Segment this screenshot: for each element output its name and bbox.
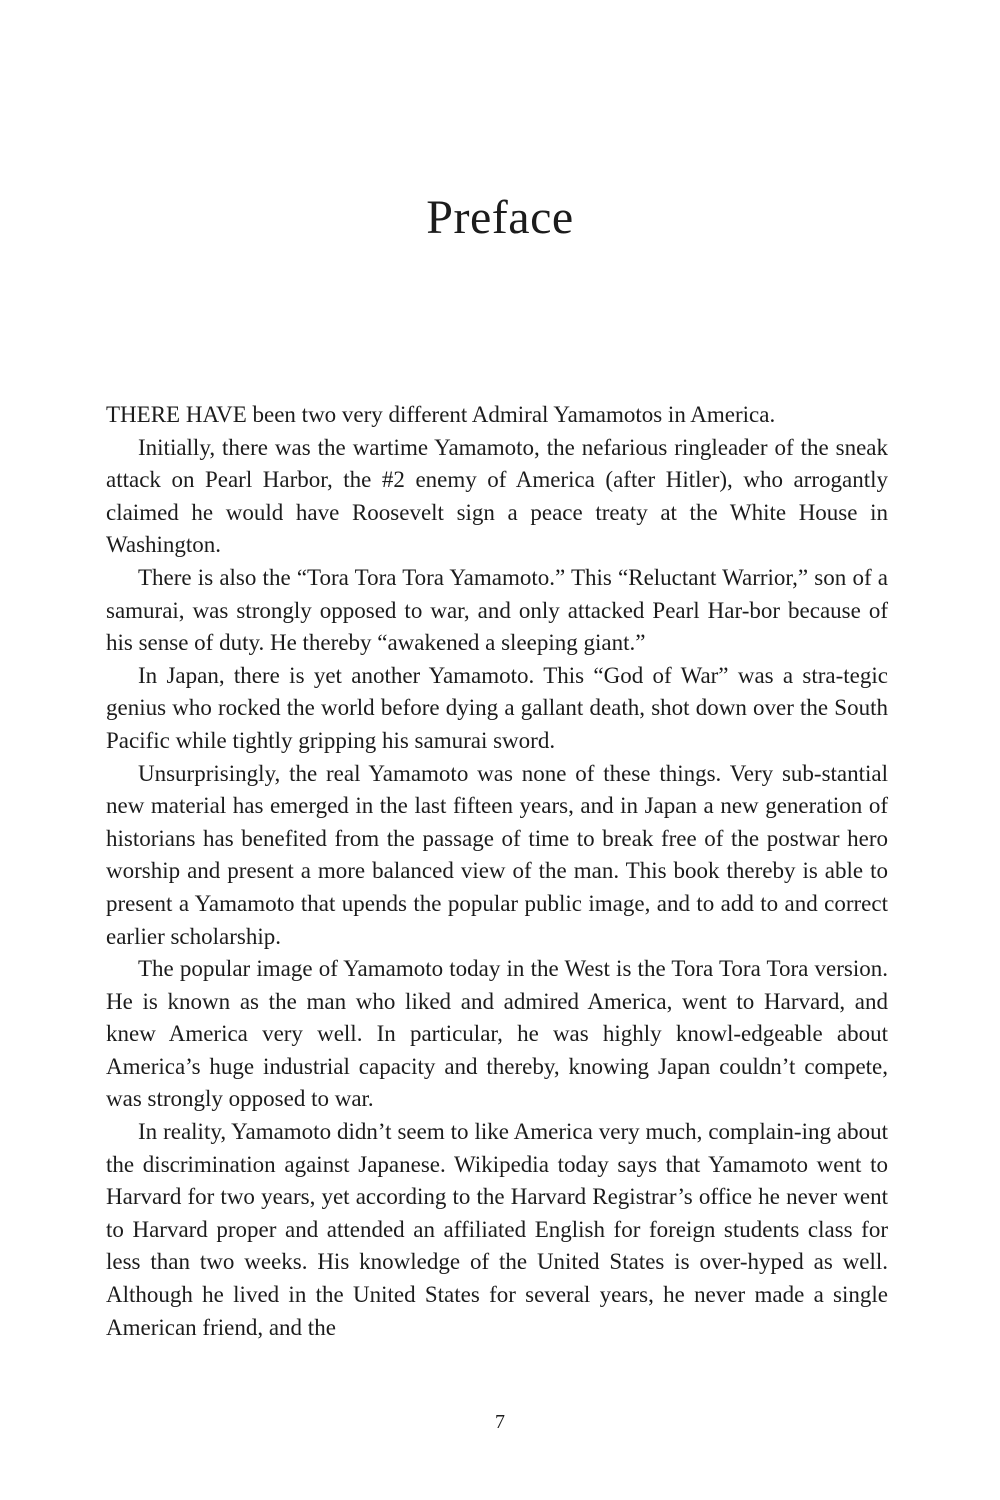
paragraph-5: Unsurprisingly, the real Yamamoto was none of these things. Very sub-stantial new material has emerged in the last fifteen years, and in Japan a new generation of historians has benefited from the passage of time to break free of the postwar hero worship and present a more balanced view of the man. This book thereby is able to present a Yamamoto that upends the popular public image, and to add to and correct earlier scholarship. (106, 760, 888, 949)
body-text (106, 399, 888, 1344)
paragraph-3: There is also the “Tora Tora Tora Yamamoto.” This “Reluctant Warrior,” son of a samurai, was strongly opposed to war, and only attacked Pearl Har-bor because of his sense of duty. He thereby “awakened a sleeping giant.” (106, 564, 888, 656)
page-number: 7 (495, 1411, 505, 1433)
paragraph-4: In Japan, there is yet another Yamamoto. This “God of War” was a stra-tegic genius who rocked the world before dying a gallant death, shot down over the South Pacific while tightly gripping his samurai sword. (106, 662, 888, 753)
paragraph-7: In reality, Yamamoto didn’t seem to like America very much, complain-ing about the discrimination against Japanese. Wikipedia today says that Yamamoto went to Harvard for two years, yet according to the Harvard Registrar’s office he never went to Harvard proper and attended an affiliated English for foreign students class for less than two weeks. His knowledge of the United States is over-hyped as well. Although he lived in the United States for several years, he never made a single American friend, and the (106, 1119, 888, 1340)
chapter-title: Preface (426, 191, 574, 244)
paragraph-6: The popular image of Yamamoto today in the West is the Tora Tora Tora version. He is known as the man who liked and admired America, went to Harvard, and knew America very well. In particular, he was highly knowl-edgeable about America’s huge industrial capacity and thereby, knowing Japan couldn’t compete, was strongly opposed to war. (106, 956, 888, 1112)
paragraph-1: THERE HAVE been two very different Admiral Yamamotos in America. (106, 402, 776, 427)
paragraph-2: Initially, there was the wartime Yamamoto, the nefarious ringleader of the sneak attack on Pearl Harbor, the #2 enemy of America (after Hitler), who arrogantly claimed he would have Roosevelt sign a peace treaty at the White House in Washington. (106, 434, 888, 558)
